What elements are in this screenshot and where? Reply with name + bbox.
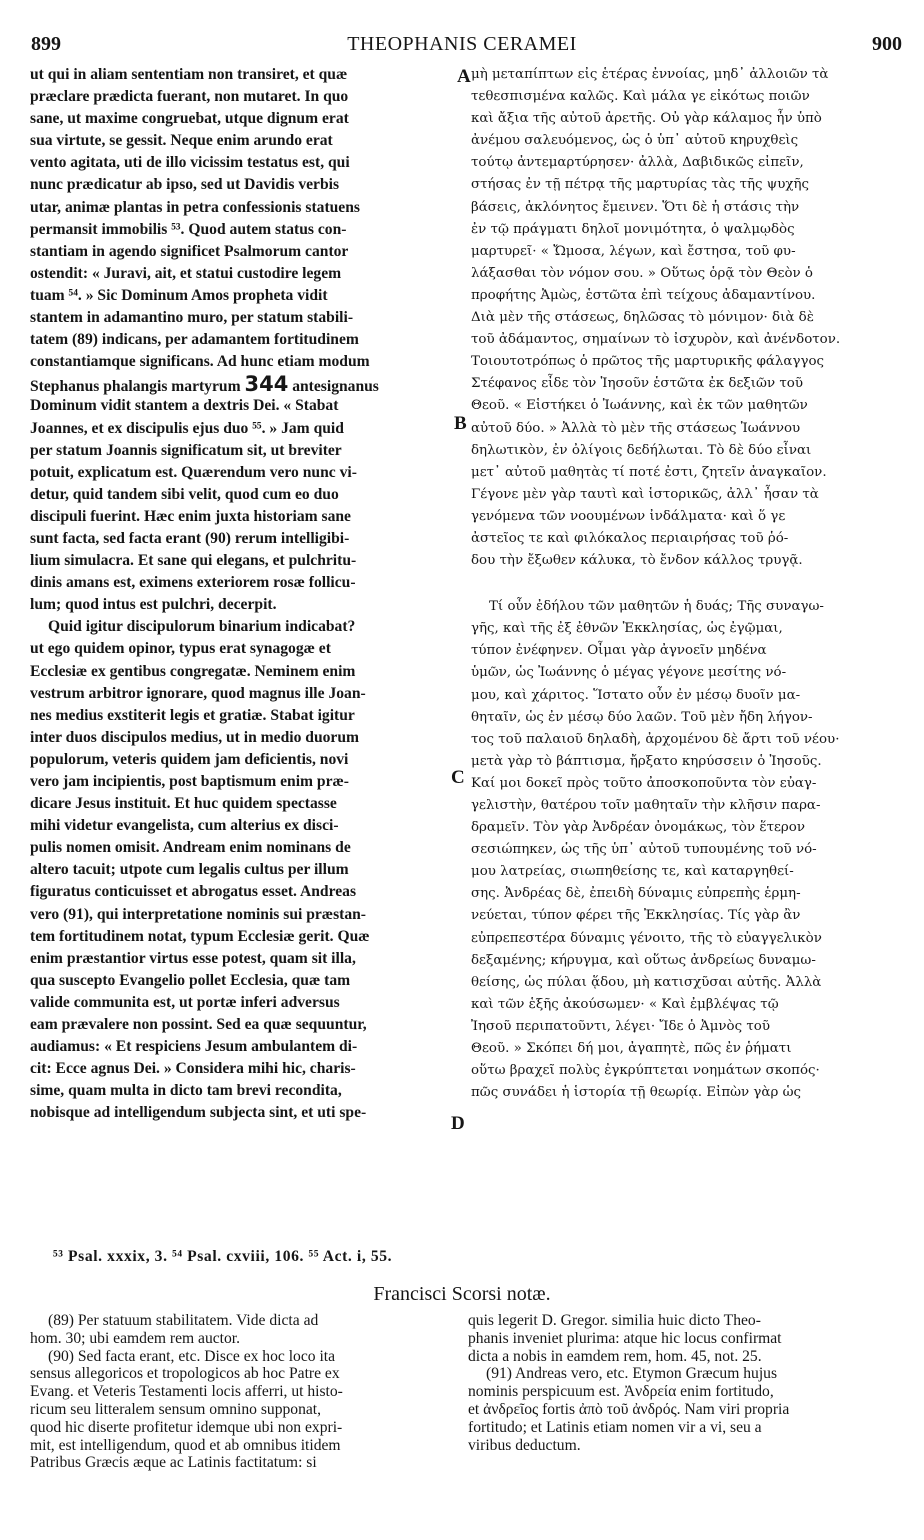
greek-text-line: μετὰ γὰρ τὸ βάπτισμα, ἤρξατο κηρύσσειν ὁ Ἰησοῦς.: [471, 753, 822, 769]
note-line: dicta a nobis in eamdem rem, hom. 45, not. 25.: [468, 1347, 762, 1365]
greek-text-line: γενόμενα τῶν νοουμένων ἰνδάλματα· καὶ ὅ γε: [471, 508, 786, 524]
greek-text-line: θείσης, ὡς πύλαι ᾅδου, μὴ κατισχῦσαι αὐτῆς. Ἀλλὰ: [471, 974, 822, 990]
margin-letter-a: A: [457, 66, 471, 87]
greek-text-line: ἀστεῖος τε καὶ φιλόκαλος περιαιρήσας τοῦ ῥό-: [471, 530, 789, 546]
latin-text-line: ut ego quidem opinor, typus erat synagogæ et: [30, 640, 331, 658]
latin-text-line: dicare Jesus instituit. Et huc quidem spectasse: [30, 795, 337, 813]
greek-text-line: βάσεις, ἀκλόνητος ἔμεινεν. Ὅτι δὲ ἡ στάσις τὴν: [471, 199, 800, 215]
latin-text-line: stantem in adamantino muro, per statum stabili-: [30, 309, 354, 327]
latin-text-line: ostendit: « Juravi, ait, et statui custodire legem: [30, 264, 342, 282]
latin-text-line: eam prævalere non possint. Sed ea quæ sequuntur,: [30, 1016, 367, 1034]
latin-text-line: lium simulacra. Et sane qui elegans, et pulchritu-: [30, 552, 357, 570]
running-title: THEOPHANIS CERAMEI: [347, 33, 577, 55]
notes-heading: Francisci Scorsi notæ.: [373, 1283, 551, 1305]
greek-text-line: Τί οὖν ἐδήλου τῶν μαθητῶν ἡ δυάς; Τῆς συναγω-: [489, 599, 824, 615]
latin-text-line: utar, animæ plantas in petra confessionis statuens: [30, 198, 360, 216]
greek-text-line: καὶ ἄξια τῆς αὐτοῦ ἀρετῆς. Οὐ γὰρ κάλαμος ἦν ὑπὸ: [471, 111, 822, 127]
page-number-left: 899: [31, 33, 61, 55]
latin-text-line: discipuli fuerint. Hæc enim juxta historiam sane: [30, 507, 351, 525]
latin-text-line: nobisque ad intelligendum subjecta sint, et uti spe-: [30, 1104, 367, 1122]
latin-text-line: detur, quid tandem sibi velit, quod cum eo duo: [30, 485, 339, 503]
greek-text-line: αὐτοῦ δύο. » Ἀλλὰ τὸ μὲν τῆς στάσεως Ἰωάννου: [471, 420, 801, 436]
latin-text-line: figuratus conticuisset et abrogatus esset. Andreas: [30, 883, 357, 901]
latin-text-line: vero jam incipientis, post baptismum enim præ-: [30, 773, 349, 790]
greek-text-line: μετ᾽ αὐτοῦ μαθητὰς τί ποτέ ἐστι, ζητεῖν ἀναγκαῖον.: [471, 464, 827, 480]
latin-text-line: audiamus: « Et respiciens Jesum ambulantem di-: [30, 1038, 358, 1056]
note-line: phanis inveniet plurima: atque hic locus confirmat: [468, 1329, 782, 1347]
latin-text-line: tatem (89) indicans, per adamantem fortitudinem: [30, 331, 359, 349]
latin-text-line: altero tacuit; utpote cum legalis cultus per illum: [30, 861, 349, 879]
greek-text-line: μου, καὶ χάριτος. Ἵστατο οὖν ἐν μέσῳ δυοῖν μα-: [471, 687, 801, 703]
latin-text-line: vestrum arbitror ignorare, quod magnus ille Joan-: [30, 684, 366, 702]
greek-text-line: θηταῖν, ὡς ἐν μέσῳ δύο λαῶν. Τοῦ μὲν ἤδη λήγον-: [471, 709, 813, 725]
margin-letter-b: B: [454, 413, 467, 434]
greek-text-line: γῆς, καὶ τῆς ἐξ ἐθνῶν Ἐκκλησίας, ὡς ἐγῷμαι,: [471, 621, 783, 637]
note-line: ricum seu litteralem sensum omnino supponat,: [30, 1400, 322, 1418]
greek-text-line: ὑμῶν, ὡς Ἰωάννης ὁ μέγας γέγονε μεσίτης νό-: [471, 665, 787, 681]
greek-text-line: πῶς συνάδει ἡ ἱστορία τῇ θεωρίᾳ. Εἰπὼν γὰρ ὡς: [471, 1085, 802, 1101]
greek-text-line: Θεοῦ. « Εἱστήκει ὁ Ἰωάννης, καὶ ἐκ τῶν μαθητῶν: [471, 398, 808, 414]
greek-text-line: στήσας ἐν τῇ πέτρᾳ τῆς μαρτυρίας τὰς τῆς ψυχῆς: [471, 177, 810, 193]
latin-text-line: vero (91), qui interpretatione nominis sui præstan-: [30, 905, 366, 923]
greek-text-line: σεσιώπηκεν, ὡς τῆς ὑπ᾽ αὐτοῦ τυπουμένης τοῦ νό-: [471, 842, 817, 858]
greek-text-line: Διὰ μὲν τῆς στάσεως, δηλῶσας τὸ μόνιμον· διὰ δὲ: [471, 310, 814, 326]
footnote-references: ⁵³ Psal. xxxix, 3. ⁵⁴ Psal. cxviii, 106. ⁵⁵ Act. i, 55.: [53, 1248, 393, 1265]
note-line: Evang. et Veteris Testamenti locis afferri, ut histo-: [30, 1383, 343, 1401]
note-line: nominis perspicuum est. Ἀνδρεία enim fortitudo,: [468, 1383, 774, 1401]
paragraph-gap: [471, 572, 896, 596]
latin-text-line: valide communita est, ut portæ inferi adversus: [30, 993, 340, 1011]
latin-text-line: dinis amans est, eximens exteriorem rosæ follicu-: [30, 574, 356, 592]
greek-text-line: μου λατρείας, σιωπηθείσης τε, καὶ καταργηθεί-: [471, 864, 794, 880]
latin-text-line: cit: Ecce agnus Dei. » Considera mihi hic, charis-: [30, 1060, 356, 1078]
latin-text-line: vento agitata, uti de illo vicissim testatus est, qui: [30, 154, 350, 172]
note-line: sensus allegoricos et tropologicos ab hoc Patre ex: [30, 1365, 340, 1383]
page-number-right: 900: [872, 33, 902, 55]
latin-text-line: ut qui in aliam sententiam non transiret, et quæ: [30, 66, 348, 83]
latin-text-line: nes medius exstiterit legis et gratiæ. Stabat igitur: [30, 706, 355, 724]
greek-text-line: προφήτης Ἀμὼς, ἑστῶτα ἐπὶ τείχους ἀδαμαντίνου.: [471, 287, 816, 303]
greek-text-line: καὶ τῶν ἑξῆς ἀκούσωμεν· « Καὶ ἐμβλέψας τῷ: [471, 996, 779, 1012]
note-line: hom. 30; ubi eamdem rem auctor.: [30, 1329, 241, 1347]
greek-text-line: τούτῳ ἀντεμαρτύρησεν· ἀλλὰ, Δαβιδικῶς εἰπεῖν,: [471, 155, 804, 171]
greek-text-line: οὕτω βραχεῖ πολὺς ἐγκρύπτεται νοημάτων σκοπός·: [471, 1063, 820, 1079]
greek-text-line: γελιστὴν, θατέρου τοῖν μαθηταῖν τὴν κλῆσιν παρα-: [471, 798, 821, 813]
note-line: mit, est intelligendum, quod et ab omnibus itidem: [30, 1436, 341, 1454]
greek-text-line: νεύεται, τύπον φέρει τῆς Ἐκκλησίας. Τίς γὰρ ἂν: [471, 908, 801, 924]
greek-text-line: Καί μοι δοκεῖ πρὸς τοῦτο ἀποσκοποῦντα τὸν εὐαγ-: [471, 775, 817, 791]
note-line: fortitudo; et Latinis etiam nomen vir a vi, seu a: [468, 1418, 762, 1436]
greek-text-line: τεθεσπισμένα καλῶς. Καὶ μάλα γε εἰκότως ποιῶν: [471, 89, 810, 105]
greek-text-line: τοῦ ἀδάμαντος, σημαίνων τὸ ἰσχυρὸν, καὶ ἀνένδοτον.: [471, 332, 841, 348]
latin-column: [30, 64, 455, 1240]
latin-text-line: sunt facta, sed facta erant (90) rerum intelligibi-: [30, 529, 350, 547]
greek-text-line: δου τὴν ἔξωθεν κάλυκα, τὸ ἔνδον κάλλος τρυγᾷ.: [471, 553, 803, 569]
greek-text-line: μαρτυρεῖ· « Ὤμοσα, λέγων, καὶ ἔστησα, τοῦ φυ-: [471, 243, 796, 259]
latin-text-line: constantiamque significans. Ad hunc etiam modum: [30, 353, 370, 371]
latin-text-line: inter duos discipulos medius, ut in medio duorum: [30, 728, 359, 746]
latin-text-line: pulis nomen omisit. Andream enim nominans de: [30, 839, 351, 857]
latin-text-line: Ecclesiæ ex gentibus congregatæ. Neminem enim: [30, 662, 356, 680]
greek-text-line: Γέγονε μὲν γὰρ ταυτὶ καὶ ἱστορικῶς, ἀλλ᾽ ἦσαν τὰ: [471, 486, 819, 502]
page-break-marker: 344: [244, 373, 289, 396]
greek-text-line: Στέφανος εἶδε τὸν Ἰησοῦν ἑστῶτα ἐκ δεξιῶν τοῦ: [471, 376, 803, 392]
latin-text-line: sane, ut maxime congruebat, utque dignum erat: [30, 110, 349, 128]
latin-text-line: populorum, veteris quidem jam deficientis, novi: [30, 750, 349, 768]
greek-text-line: δεξαμένης; κήρυγμα, καὶ οὕτως ἀνδρείως δυναμω-: [471, 952, 816, 968]
latin-text-line: sime, quam multa in dicto tam brevi recondita,: [30, 1082, 342, 1100]
greek-text-line: Ἰησοῦ περιπατοῦντι, λέγει· Ἴδε ὁ Ἀμνὸς τοῦ: [471, 1018, 770, 1034]
latin-text-line: enim præstantior virtus esse potest, quam sit illa,: [30, 949, 356, 967]
note-line: quod hic diserte profitetur idemque ubi non expri-: [30, 1418, 343, 1436]
latin-text-line: tem fortitudinem notat, typum Ecclesiæ gerit. Quæ: [30, 927, 370, 945]
greek-text-line: μὴ μεταπίπτων εἰς ἑτέρας ἐννοίας, μηδ᾽ ἀλλοιῶν τὰ: [471, 67, 829, 82]
greek-text-line: δραμεῖν. Τὸν γὰρ Ἀνδρέαν ὀνομάκως, τὸν ἕτερον: [471, 820, 805, 836]
greek-text-line: εὐπρεπεστέρα δύναμις γένοιτο, τῆς τὸ εὐαγγελικὸν: [471, 930, 822, 946]
latin-text-line: nunc prædicatur ab ipso, sed ut Davidis verbis: [30, 176, 340, 194]
note-line: (89) Per statuum stabilitatem. Vide dicta ad: [48, 1312, 319, 1329]
latin-text-line: mihi videtur evangelista, cum alterius ex disci-: [30, 817, 339, 835]
note-line: viribus deductum.: [468, 1436, 581, 1454]
greek-text-line: ἐν τῷ πράγματι δηλοῖ μονιμότητα, ὁ ψαλμῳδὸς: [471, 221, 795, 237]
greek-text-line: Θεοῦ. » Σκόπει δή μοι, ἀγαπητὲ, πῶς ἐν ῥήματι: [471, 1041, 792, 1057]
greek-text-line: ἀνέμου σαλευόμενος, ὡς ὁ ὑπ᾽ αὐτοῦ κηρυχθεὶς: [471, 133, 799, 149]
latin-text-line: qua suscepto Evangelio pollet Ecclesia, quæ tam: [30, 971, 351, 989]
latin-text-line: Joannes, et ex discipulis ejus duo ⁵⁵. » Jam quid: [30, 419, 344, 437]
margin-letter-d: D: [451, 1113, 465, 1134]
latin-text-line: Dominum vidit stantem a dextris Dei. « Stabat: [30, 397, 339, 415]
greek-text-line: δηλωτικὸν, ἐν ὀλίγοις δεδήλωται. Τὸ δὲ δύο εἶναι: [471, 442, 812, 458]
latin-text-line: sua virtute, se gessit. Neque enim arundo erat: [30, 132, 333, 150]
note-line: et ἀνδρεῖος fortis ἀπὸ τοῦ ἀνδρός. Nam viri propria: [468, 1400, 790, 1418]
margin-letter-c: C: [451, 767, 465, 788]
greek-column: [471, 64, 896, 1240]
latin-text-line: tuam ⁵⁴. » Sic Dominum Amos propheta vidit: [30, 286, 328, 304]
latin-text-line: permansit immobilis ⁵³. Quod autem status con-: [30, 220, 347, 238]
greek-text-line: τος τοῦ παλαιοῦ δηλαδὴ, ἀρχομένου δὲ ἄρτι τοῦ νέου·: [471, 731, 840, 747]
note-line: (90) Sed facta erant, etc. Disce ex hoc loco ita: [48, 1347, 336, 1365]
note-line: Patribus Græcis æque ac Latinis factitatum: si: [30, 1454, 317, 1472]
latin-text-line: per statum Joannis significatum sit, ut breviter: [30, 441, 342, 459]
notes-right-column: [468, 1312, 896, 1512]
note-line: quis legerit D. Gregor. similia huic dicto Theo-: [468, 1312, 761, 1329]
latin-text-line: Stephanus phalangis martyrum 344 antesignanus: [30, 373, 379, 396]
latin-text-line: lum; quod intus est pulchri, decerpit.: [30, 596, 277, 614]
latin-text-line: potuit, explicatum est. Quærendum vero nunc vi-: [30, 463, 357, 481]
greek-text-line: Τοιουτοτρόπως ὁ πρῶτος τῆς μαρτυρικῆς φάλαγγος: [471, 354, 825, 370]
note-line: (91) Andreas vero, etc. Etymon Græcum hujus: [486, 1365, 778, 1383]
greek-text-line: τύπον ἐνέφηνεν. Οἶμαι γὰρ ἀγνοεῖν μηδένα: [471, 643, 767, 659]
latin-text-line: præclare prædicta fuerant, non mutaret. In quo: [30, 88, 349, 106]
notes-left-column: [30, 1312, 455, 1512]
latin-text-line: stantiam in agendo significet Psalmorum cantor: [30, 242, 349, 260]
greek-text-line: σης. Ἀνδρέας δὲ, ἐπειδὴ δύναμις εὐπρεπὴς ἑρμη-: [471, 886, 801, 902]
latin-text-line: Quid igitur discipulorum binarium indicabat?: [48, 618, 356, 636]
greek-text-line: λάξασθαι τὸν νόμον σου. » Οὕτως ὁρᾷ τὸν Θεὸν ὁ: [471, 265, 813, 281]
